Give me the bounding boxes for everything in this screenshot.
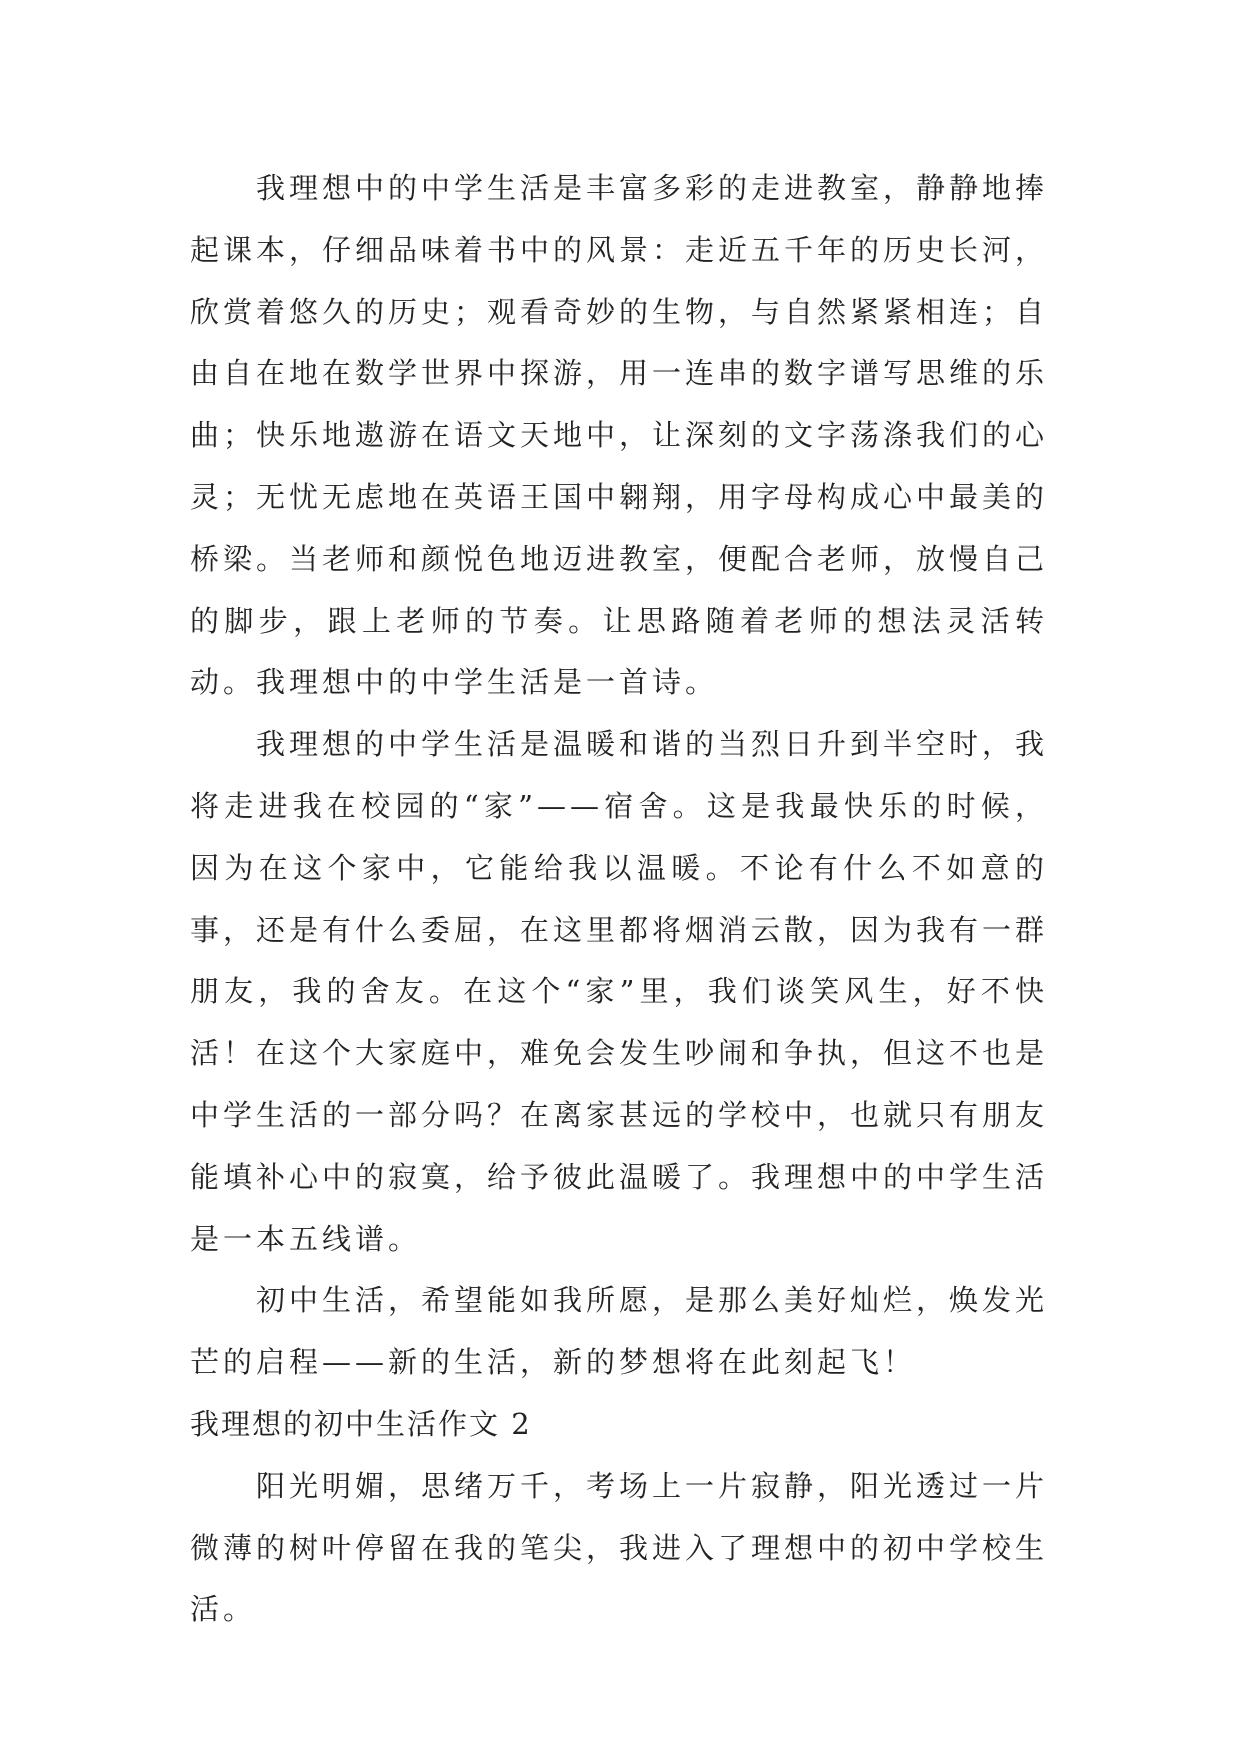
document-body bbox=[190, 158, 1048, 1641]
paragraph-exam-sunlight: 阳光明媚，思绪万千，考场上一片寂静，阳光透过一片微薄的树叶停留在我的笔尖，我进入了理想中的初中学校生活。 bbox=[190, 1468, 1049, 1627]
paragraph-ideal-school-poem: 我理想中的中学生活是丰富多彩的走进教室，静静地捧起课本，仔细品味着书中的风景：走近五千年的历史长河，欣赏着悠久的历史；观看奇妙的生物，与自然紧紧相连；自由自在地在数学世界中探游，用一连串的数字谱写思维的乐曲；快乐地遨游在语文天地中，让深刻的文字荡涤我们的心灵；无忧无虑地在英语王国中翱翔，用字母构成心中最美的桥梁。当老师和颜悦色地迈进教室，便配合老师，放慢自己的脚步，跟上老师的节奏。让思路随着老师的想法灵活转动。我理想中的中学生活是一首诗。 bbox=[190, 171, 1049, 700]
paragraph-hope: 初中生活，希望能如我所愿，是那么美好灿烂，焕发光芒的启程——新的生活，新的梦想将在此刻起飞！ bbox=[190, 1283, 1049, 1380]
essay-heading: 我理想的初中生活作文 2 bbox=[190, 1406, 532, 1441]
paragraph-dormitory-home: 我理想的中学生活是温暖和谐的当烈日升到半空时，我将走进我在校园的“家”——宿舍。这是我最快乐的时候，因为在这个家中，它能给我以温暖。不论有什么不如意的事，还是有什么委屈，在这里都将烟消云散，因为我有一群朋友，我的舍友。在这个“家”里，我们谈笑风生，好不快活！在这个大家庭中，难免会发生吵闹和争执，但这不也是中学生活的一部分吗？在离家甚远的学校中，也就只有朋友能填补心中的寂寞，给予彼此温暖了。我理想中的中学生活是一本五线谱。 bbox=[190, 727, 1049, 1256]
